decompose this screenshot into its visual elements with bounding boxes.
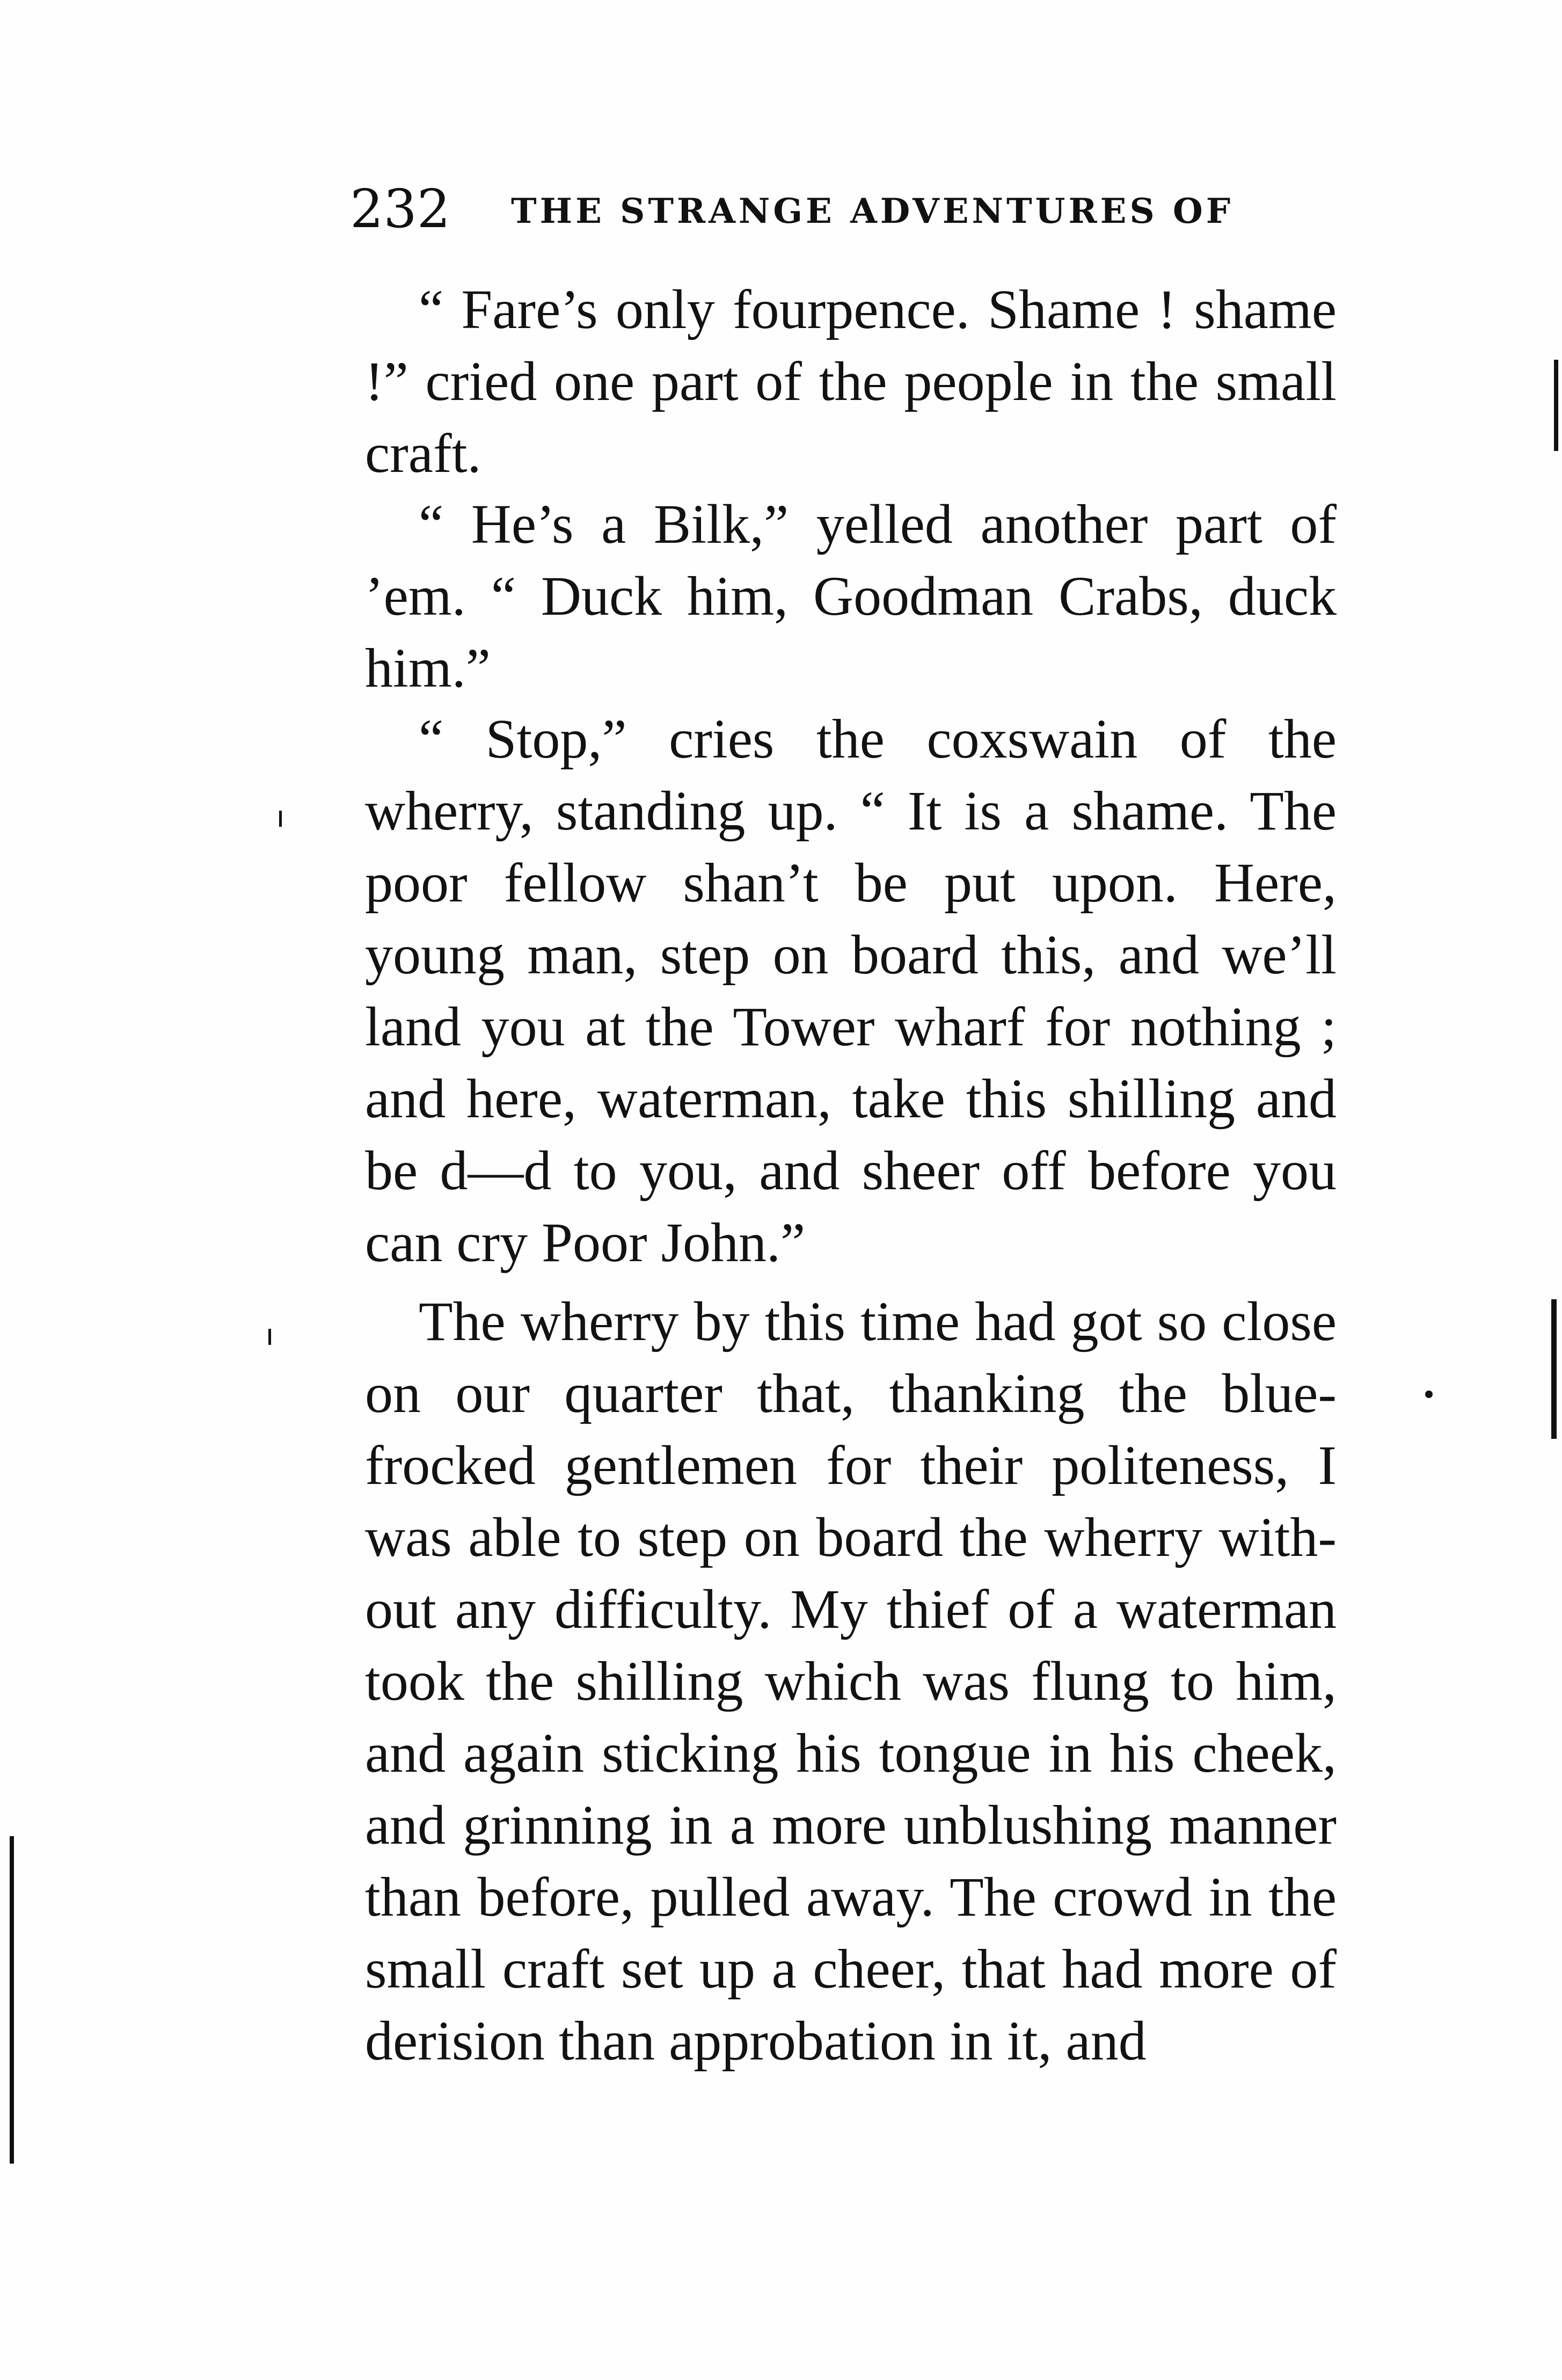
page-header [350, 177, 1262, 242]
margin-tick-left-2 [268, 1329, 271, 1345]
margin-dot [1425, 1391, 1433, 1398]
right-margin-scan-mark [1551, 1299, 1557, 1439]
body-text [365, 274, 1337, 2080]
left-margin-scan-line [10, 1836, 14, 2164]
margin-tick-left [279, 811, 282, 827]
paragraph-bilk: “ He’s a Bilk,” yelled another part of ’em. “ Duck him, Goodman Crabs, duck him.” [365, 493, 1337, 699]
running-head: THE STRANGE ADVENTURES OF [511, 191, 1234, 231]
page-number: 232 [350, 179, 451, 240]
paragraph-fare: “ Fare’s only fourpence. Shame ! shame !” cried one part of the people in the small craft. [365, 279, 1337, 484]
paragraph-wherry: The wherry by this time had got so close on our quarter that, thanking the blue-frocked gentlemen for their politeness, I was able to step on board the wherry with-out any difficulty. My thief of a waterman took the shilling which was flung to him, and again sticking his tongue in his cheek, and grinning in a more unblushing manner than before, pulled away. The crowd in the small craft set up a cheer, that had more of derision than approbation in it, and [365, 1291, 1337, 2072]
right-margin-scan-line [1554, 360, 1558, 451]
paragraph-stop: “ Stop,” cries the coxswain of the wherry, standing up. “ It is a shame. The poor fellow shan’t be put upon. Here, young man, step on board this, and we’ll land you at the Tower wharf for nothing ; and here, waterman, take this shilling and be d—d to you, and sheer off before you can cry Poor John.” [365, 708, 1337, 1273]
